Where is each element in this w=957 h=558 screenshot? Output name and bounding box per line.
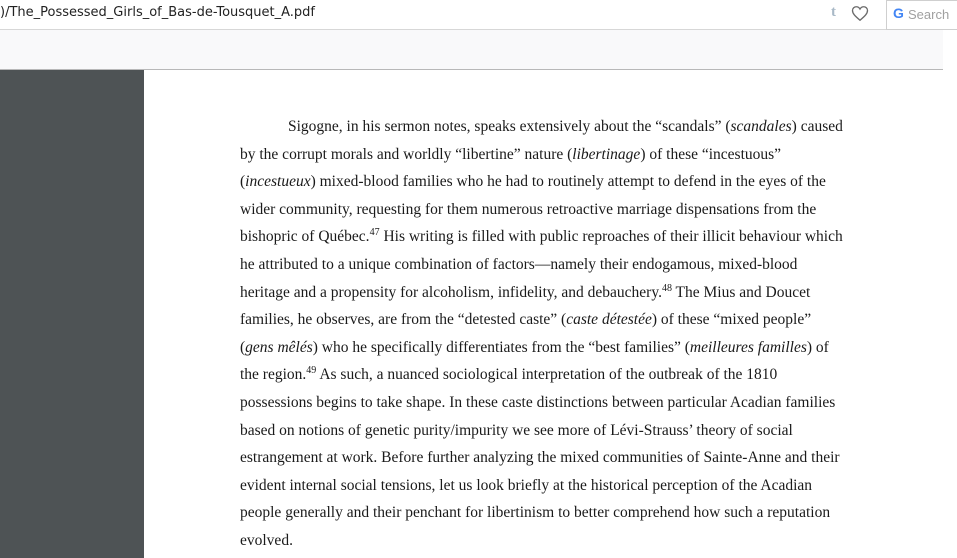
text-line (240, 472, 880, 500)
text-segment: bishopric of Québec. (240, 228, 370, 246)
text-segment: ( (240, 338, 246, 356)
paragraph (240, 113, 880, 555)
url-field[interactable]: )/The_Possessed_Girls_of_Bas-de-Tousquet_A.pdf (0, 5, 316, 20)
text-segment: ) of these “incestuous” (640, 145, 782, 163)
italic-term: scandales (730, 118, 792, 135)
italic-term: caste détestée (566, 311, 652, 329)
google-icon: G (893, 5, 904, 21)
address-bar (0, 0, 950, 30)
text-line (240, 196, 880, 224)
text-segment: heritage and a propensity for alcoholism, infidelity, and debauchery. (240, 283, 662, 301)
footnote-ref: 49 (306, 365, 317, 377)
text-line (240, 417, 880, 445)
text-line (240, 499, 880, 527)
text-line (240, 168, 880, 196)
italic-term: gens mêlés (245, 338, 313, 356)
text-segment: by the corrupt morals and worldly “libertine” nature ( (240, 145, 573, 163)
text-line (240, 527, 880, 555)
text-segment: ) mixed-blood families who he had to routinely attempt to defend in the eyes of the (310, 173, 826, 191)
text-line (240, 361, 880, 389)
text-line (240, 141, 880, 169)
text-segment: people generally and their penchant for libertinism to better comprehend how such a reputation (240, 504, 831, 522)
italic-term: libertinage (572, 145, 641, 163)
text-line (240, 334, 880, 362)
search-input[interactable] (886, 0, 957, 30)
heart-icon[interactable] (851, 5, 869, 22)
pdf-toolbar (0, 30, 943, 70)
pdf-viewer (0, 70, 943, 558)
text-line (240, 113, 880, 141)
text-segment: As such, a nuanced sociological interpretation of the outbreak of the 1810 (316, 366, 778, 384)
pdf-page (144, 70, 943, 558)
viewer-sidebar-background (0, 70, 144, 558)
text-segment: ) who he specifically differentiates from the “best families” ( (312, 338, 690, 356)
text-line (240, 306, 880, 334)
text-segment: based on notions of genetic purity/impurity we see more of Lévi-Strauss’ theory of social (240, 421, 793, 439)
text-line (240, 389, 880, 417)
text-segment: wider community, requesting for them numerous retroactive marriage dispensations from the (240, 200, 817, 218)
text-segment: the region. (240, 366, 307, 384)
text-line (240, 279, 880, 307)
text-segment: Sigogne, in his sermon notes, speaks extensively about the “scandals” ( (288, 118, 731, 135)
text-segment: families, he observes, are from the “detested caste” ( (240, 311, 567, 329)
text-segment: ) of these “mixed people” (651, 311, 812, 329)
italic-term: meilleures familles (689, 338, 807, 356)
text-line (240, 223, 880, 251)
text-segment: estrangement at work. Before further analyzing the mixed communities of Sainte-Anne and their (240, 449, 840, 467)
text-segment: His writing is filled with public reproaches of their illicit behaviour which (379, 228, 843, 246)
text-segment: evident internal social tensions, let us look briefly at the historical perception of the Acadian (240, 476, 813, 494)
text-line (240, 251, 880, 279)
text-segment: possessions begins to take shape. In these caste distinctions between particular Acadian families (240, 393, 836, 411)
text-segment: he attributed to a unique combination of factors—namely their endogamous, mixed-blood (240, 255, 798, 273)
tumblr-icon[interactable]: t (831, 4, 836, 20)
search-placeholder: Search (908, 7, 950, 22)
footnote-ref: 48 (661, 282, 672, 294)
footnote-ref: 47 (369, 227, 380, 239)
italic-term: incestueux (245, 173, 311, 191)
text-segment: ) of (806, 338, 829, 356)
text-segment: ) caused (791, 118, 843, 135)
text-segment: ( (240, 173, 246, 191)
text-line (240, 444, 880, 472)
text-segment: evolved. (240, 531, 293, 549)
text-segment: The Mius and Doucet (671, 283, 811, 301)
